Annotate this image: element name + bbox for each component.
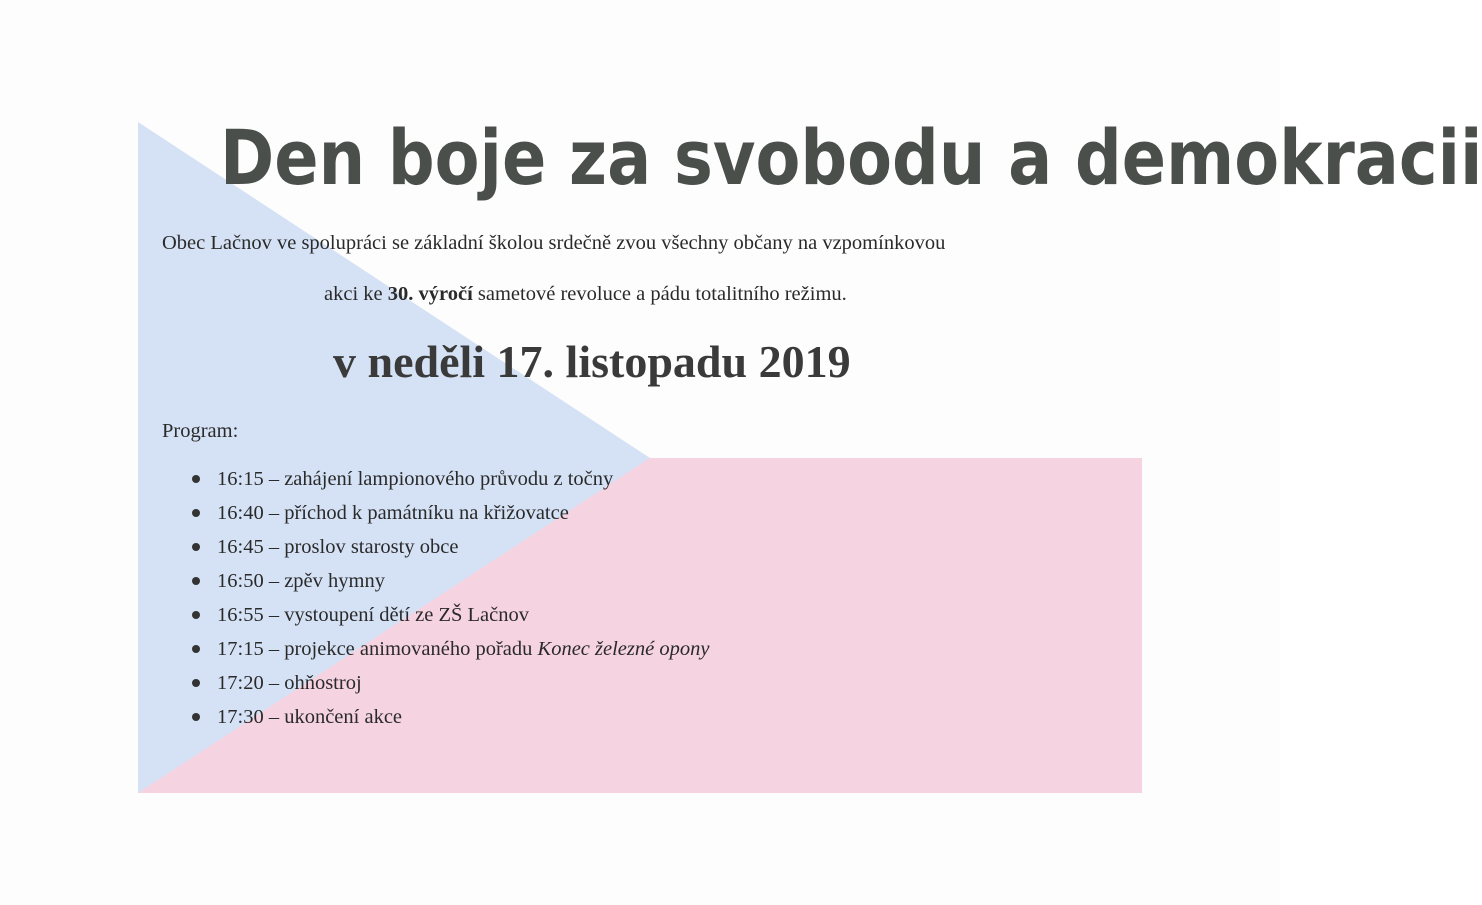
- invitation-text-line-1: Obec Lačnov ve spolupráci se základní školou srdečně zvou všechny občany na vzpomínkovou: [162, 232, 946, 254]
- invitation-text-prefix: akci ke: [324, 283, 388, 305]
- bullet-icon: [192, 577, 200, 585]
- program-separator: –: [263, 638, 285, 660]
- bullet-icon: [192, 543, 200, 551]
- program-time: 16:40: [217, 502, 264, 524]
- program-separator: –: [263, 468, 285, 490]
- program-time: 17:20: [217, 672, 264, 694]
- program-separator: –: [263, 706, 285, 728]
- program-item: [190, 462, 709, 496]
- program-description: zpěv hymny: [284, 570, 385, 592]
- program-heading: Program:: [162, 420, 239, 442]
- bullet-icon: [192, 509, 200, 517]
- program-separator: –: [263, 502, 285, 524]
- program-description: příchod k památníku na křižovatce: [284, 502, 569, 524]
- program-separator: –: [263, 672, 285, 694]
- program-item: [190, 530, 709, 564]
- program-time: 16:45: [217, 536, 264, 558]
- program-item: [190, 666, 709, 700]
- program-item: [190, 700, 709, 734]
- program-separator: –: [263, 570, 285, 592]
- program-time: 16:55: [217, 604, 264, 626]
- anniversary-highlight: 30. výročí: [387, 283, 473, 305]
- bullet-icon: [192, 679, 200, 687]
- program-time: 17:15: [217, 638, 264, 660]
- program-separator: –: [263, 604, 285, 626]
- program-item: [190, 598, 709, 632]
- program-description: proslov starosty obce: [284, 536, 459, 558]
- page-title: Den boje za svobodu a demokracii: [220, 113, 1482, 202]
- program-item: [190, 564, 709, 598]
- program-time: 17:30: [217, 706, 264, 728]
- program-description: projekce animovaného pořadu: [284, 638, 538, 660]
- program-time: 16:15: [217, 468, 264, 490]
- program-title-italic: Konec železné opony: [537, 638, 710, 660]
- bullet-icon: [192, 645, 200, 653]
- bullet-icon: [192, 475, 200, 483]
- program-time: 16:50: [217, 570, 264, 592]
- invitation-text-line-2: [324, 279, 1124, 309]
- bullet-icon: [192, 713, 200, 721]
- event-date: v neděli 17. listopadu 2019: [333, 336, 851, 387]
- bullet-icon: [192, 611, 200, 619]
- program-description: ohňostroj: [284, 672, 362, 694]
- program-item: [190, 632, 709, 666]
- program-item: [190, 496, 709, 530]
- program-separator: –: [263, 536, 285, 558]
- program-description: zahájení lampionového průvodu z točny: [284, 468, 614, 490]
- program-description: vystoupení dětí ze ZŠ Lačnov: [284, 604, 530, 626]
- program-list: [190, 462, 709, 734]
- invitation-text-suffix: sametové revoluce a pádu totalitního režimu.: [472, 283, 847, 305]
- program-description: ukončení akce: [284, 706, 403, 728]
